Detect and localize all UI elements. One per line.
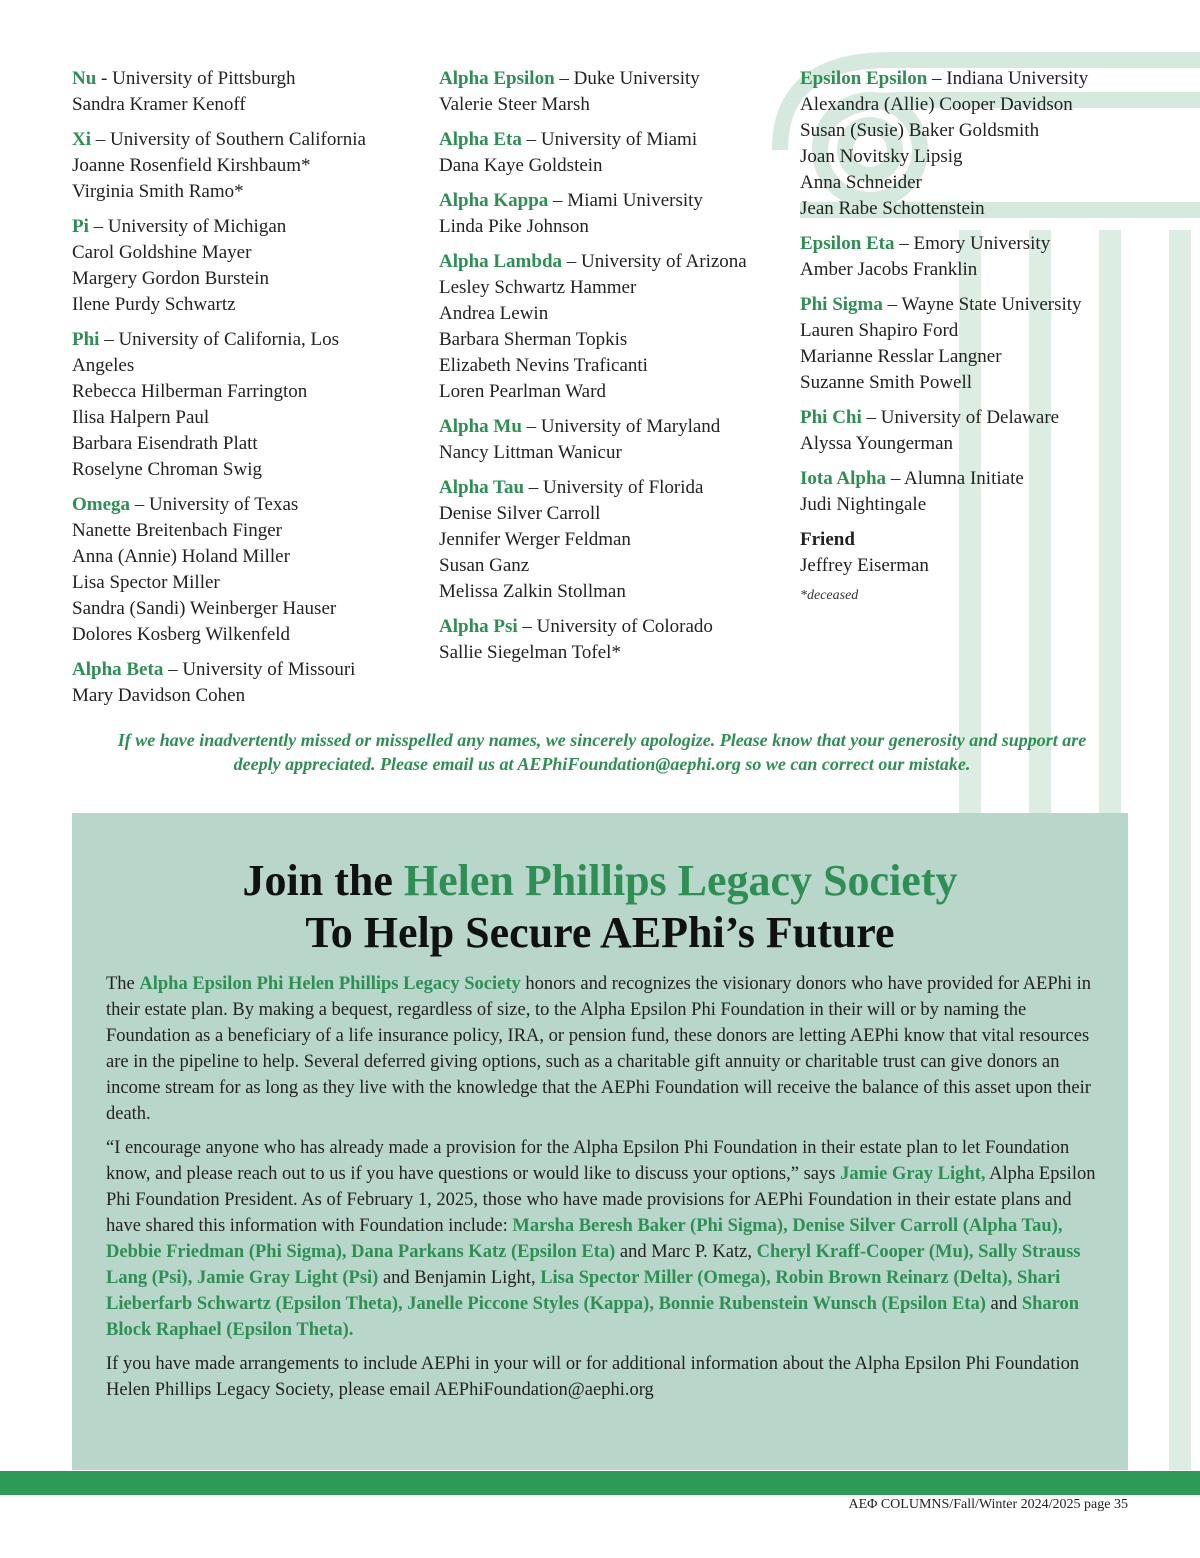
friend-name: Jeffrey Eiserman (800, 555, 929, 576)
donor-name: Amber Jacobs Franklin (800, 259, 978, 280)
chapter-school: University of Delaware (880, 407, 1060, 428)
donor-name: Barbara Sherman Topkis (439, 329, 628, 350)
chapter-heading (439, 188, 779, 214)
deceased-footnote: *deceased (800, 588, 859, 603)
friend-label: Friend (800, 529, 855, 550)
donor-name: Susan (Susie) Baker Goldsmith (800, 120, 1040, 141)
chapter-heading (72, 66, 402, 92)
donor-name: Ilene Purdy Schwartz (72, 294, 236, 315)
donor-name: Lauren Shapiro Ford (800, 320, 959, 341)
chapter-school: University of Arizona (581, 251, 747, 272)
chapter-name: Iota Alpha (800, 468, 887, 489)
donor-name: Nancy Littman Wanicur (439, 442, 622, 463)
chapter-separator: – (163, 659, 183, 680)
chapter-name: Alpha Psi (439, 616, 518, 637)
chapter-heading (800, 405, 1140, 431)
chapter-heading (800, 466, 1140, 492)
chapter-name: Phi Sigma (800, 294, 883, 315)
chapter-name: Nu (72, 68, 97, 89)
chapter-heading (439, 249, 779, 275)
p2-b: Alpha Epsilon Phi Foundation President. As of February 1, 2025, those who have made provisions for AEPhi Foundation in their estate plans and have shared this information with Foundation include: (106, 1164, 1096, 1236)
chapter-separator: – (130, 494, 150, 515)
chapter-school: University of Florida (543, 477, 704, 498)
page-footer: ΑΕΦ COLUMNS/Fall/Winter 2024/2025 page 35 (848, 1497, 1128, 1512)
p2-donors-1: Marsha Beresh Baker (Phi Sigma), Denise Silver Carroll (Alpha Tau), Debbie Friedman (Phi Sigma), Dana Parkans Katz (Epsilon Eta) (106, 1216, 1063, 1262)
donor-name: Anna Schneider (800, 172, 922, 193)
chapter-name: Alpha Epsilon (439, 68, 555, 89)
chapter-heading (72, 327, 402, 379)
paragraph-1 (106, 971, 1096, 1127)
chapter-heading (439, 127, 779, 153)
apology-email-link[interactable]: AEPhiFoundation@aephi.org (517, 754, 741, 774)
chapter-group (800, 231, 1140, 283)
donor-column-2 (439, 66, 779, 675)
chapter-school: University of Pittsburgh (112, 68, 296, 89)
chapter-name: Xi (72, 129, 91, 150)
chapter-group (439, 475, 779, 605)
chapter-school: Alumna Initiate (904, 468, 1024, 489)
donor-name: Barbara Eisendrath Platt (72, 433, 258, 454)
donor-name: Virginia Smith Ramo* (72, 181, 244, 202)
chapter-group (72, 657, 402, 709)
chapter-school: Duke University (573, 68, 700, 89)
p2-donors-4: Sharon Block Raphael (Epsilon Theta). (106, 1294, 1080, 1340)
chapter-group (72, 214, 402, 318)
p1-post: honors and recognizes the visionary donors who have provided for AEPhi in their estate plan. By making a bequest, regardless of size, to the Alpha Epsilon Phi Foundation in their will or by naming the Foundation as a beneficiary of a life insurance policy, IRA, or pension fund, these donors are letting AEPhi know that vital resources are in the pipeline to help. Several deferred giving options, such as a charitable gift annuity or charitable trust can give donors an income stream for as long as they live with the knowledge that the AEPhi Foundation will receive the balance of this asset upon their death. (106, 974, 1092, 1124)
donor-name: Susan Ganz (439, 555, 530, 576)
chapter-name: Alpha Lambda (439, 251, 563, 272)
chapter-separator: – (927, 68, 947, 89)
p2-a: “I encourage anyone who has already made a provision for the Alpha Epsilon Phi Foundation in their estate plan to let Foundation know, and please reach out to us if you have questions or would like to discuss your options,” says (106, 1138, 1070, 1184)
footer-band (0, 1471, 1200, 1495)
chapter-group (800, 466, 1140, 518)
chapter-name: Epsilon Eta (800, 233, 895, 254)
chapter-heading (72, 657, 402, 683)
donor-name: Dolores Kosberg Wilkenfeld (72, 624, 291, 645)
p1-pre: The (106, 974, 140, 994)
p2-donors-3: Lisa Spector Miller (Omega), Robin Brown Reinarz (Delta), Shari Lieberfarb Schwartz (Epsilon Theta), Janelle Piccone Styles (Kappa), Bonnie Rubenstein Wunsch (Epsilon Eta) (106, 1268, 1061, 1314)
donor-name: Roselyne Chroman Swig (72, 459, 262, 480)
chapter-group (72, 492, 402, 648)
donor-name: Jean Rabe Schottenstein (800, 198, 985, 219)
apology-text-end: so we can correct our mistake. (740, 754, 971, 774)
chapter-school: University of Southern California (110, 129, 366, 150)
chapter-separator: – (894, 233, 914, 254)
chapter-name: Alpha Kappa (439, 190, 549, 211)
chapter-school: Wayne State University (901, 294, 1082, 315)
chapter-name: Phi (72, 329, 100, 350)
chapter-heading (439, 414, 779, 440)
chapter-separator: – (524, 477, 544, 498)
chapter-heading (439, 614, 779, 640)
apology-line-1: If we have inadvertently missed or misspelled any names, we sincerely apologize. Please know that your generosity and support are (117, 730, 1087, 750)
donor-column-1 (72, 66, 402, 718)
chapter-separator: – (88, 216, 108, 237)
donor-name: Sallie Siegelman Tofel* (439, 642, 621, 663)
chapter-name: Phi Chi (800, 407, 862, 428)
chapter-group (800, 292, 1140, 396)
donor-name: Andrea Lewin (439, 303, 549, 324)
chapter-separator: – (91, 129, 110, 150)
legacy-society-panel (72, 813, 1128, 1470)
chapter-name: Alpha Eta (439, 129, 522, 150)
chapter-heading (72, 492, 402, 518)
title-prefix: Join the (242, 856, 404, 905)
paragraph-2 (106, 1135, 1096, 1343)
donor-name: Margery Gordon Burstein (72, 268, 270, 289)
chapter-school: Indiana University (946, 68, 1089, 89)
chapter-name: Alpha Tau (439, 477, 525, 498)
donor-name: Lisa Spector Miller (72, 572, 220, 593)
donor-name: Sandra (Sandi) Weinberger Hauser (72, 598, 337, 619)
chapter-separator: – (886, 468, 905, 489)
chapter-name: Omega (72, 494, 131, 515)
chapter-separator: – (861, 407, 881, 428)
donor-name: Joanne Rosenfield Kirshbaum* (72, 155, 311, 176)
donor-name: Ilisa Halpern Paul (72, 407, 210, 428)
chapter-heading (72, 214, 402, 240)
p2-c: and Marc P. Katz, (615, 1242, 757, 1262)
friend-group (800, 527, 1140, 579)
p2-president: Jamie Gray Light, (840, 1164, 986, 1184)
p2-d: and Benjamin Light, (378, 1268, 541, 1288)
chapter-school: University of Miami (540, 129, 698, 150)
donor-name: Marianne Resslar Langner (800, 346, 1002, 367)
donor-name: Sandra Kramer Kenoff (72, 94, 246, 115)
donor-name: Judi Nightingale (800, 494, 927, 515)
donor-name: Loren Pearlman Ward (439, 381, 606, 402)
donor-name: Carol Goldshine Mayer (72, 242, 252, 263)
chapter-separator: - (96, 68, 113, 89)
apology-text: deeply appreciated. Please email us at (233, 754, 518, 774)
panel-body (106, 971, 1096, 1411)
chapter-group (72, 327, 402, 483)
chapter-name: Epsilon Epsilon (800, 68, 928, 89)
chapter-group (800, 405, 1140, 457)
donor-name: Anna (Annie) Holand Miller (72, 546, 290, 567)
chapter-separator: – (882, 294, 902, 315)
chapter-heading (800, 66, 1140, 92)
panel-title (72, 855, 1128, 959)
chapter-school: University of Maryland (540, 416, 721, 437)
chapter-heading (439, 66, 779, 92)
chapter-school: University of Colorado (536, 616, 713, 637)
chapter-group (800, 66, 1140, 222)
chapter-name: Alpha Beta (72, 659, 164, 680)
chapter-school: University of Texas (149, 494, 299, 515)
chapter-separator: – (521, 129, 541, 150)
chapter-school: Emory University (913, 233, 1051, 254)
chapter-group (439, 249, 779, 405)
donor-name: Lesley Schwartz Hammer (439, 277, 637, 298)
chapter-group (439, 127, 779, 179)
chapter-school: University of California, Los Angeles (72, 329, 340, 376)
donor-name: Denise Silver Carroll (439, 503, 601, 524)
paragraph-3: If you have made arrangements to include AEPhi in your will or for additional information about the Alpha Epsilon Phi Foundation Helen Phillips Legacy Society, please email AEPhiFoundation@aephi.org (106, 1354, 1080, 1400)
title-society-name: Helen Phillips Legacy Society (403, 856, 958, 905)
p2-donors-2: Cheryl Kraff-Cooper (Mu), Sally Strauss Lang (Psi), Jamie Gray Light (Psi) (106, 1242, 1081, 1288)
chapter-heading (800, 292, 1140, 318)
chapter-name: Pi (72, 216, 89, 237)
chapter-separator: – (517, 616, 537, 637)
donor-name: Melissa Zalkin Stollman (439, 581, 626, 602)
p2-e: and (985, 1294, 1022, 1314)
chapter-group (439, 614, 779, 666)
apology-note (72, 728, 1132, 776)
donor-name: Alyssa Youngerman (800, 433, 954, 454)
donor-name: Nanette Breitenbach Finger (72, 520, 282, 541)
chapter-group (72, 127, 402, 205)
donor-name: Rebecca Hilberman Farrington (72, 381, 308, 402)
chapter-separator: – (562, 251, 582, 272)
chapter-group (72, 66, 402, 118)
chapter-heading (800, 231, 1140, 257)
chapter-school: University of Missouri (182, 659, 356, 680)
donor-name: Alexandra (Allie) Cooper Davidson (800, 94, 1073, 115)
donor-name: Valerie Steer Marsh (439, 94, 590, 115)
chapter-separator: – (548, 190, 568, 211)
chapter-group (439, 66, 779, 118)
chapter-school: University of Michigan (107, 216, 287, 237)
chapter-separator: – (521, 416, 541, 437)
chapter-separator: – (554, 68, 574, 89)
title-line-2: To Help Secure AEPhi’s Future (305, 908, 895, 957)
p1-society: Alpha Epsilon Phi Helen Phillips Legacy Society (139, 974, 521, 994)
chapter-group (439, 414, 779, 466)
donor-name: Elizabeth Nevins Traficanti (439, 355, 648, 376)
chapter-heading (72, 127, 402, 153)
donor-column-3 (800, 66, 1140, 604)
chapter-name: Alpha Mu (439, 416, 522, 437)
donor-name: Joan Novitsky Lipsig (800, 146, 963, 167)
apology-line-2 (72, 752, 1132, 776)
chapter-heading (439, 475, 779, 501)
donor-name: Linda Pike Johnson (439, 216, 589, 237)
donor-name: Dana Kaye Goldstein (439, 155, 603, 176)
donor-name: Mary Davidson Cohen (72, 685, 246, 706)
chapter-separator: – (99, 329, 119, 350)
donor-name: Suzanne Smith Powell (800, 372, 973, 393)
donor-name: Jennifer Werger Feldman (439, 529, 631, 550)
chapter-group (439, 188, 779, 240)
chapter-school: Miami University (567, 190, 703, 211)
